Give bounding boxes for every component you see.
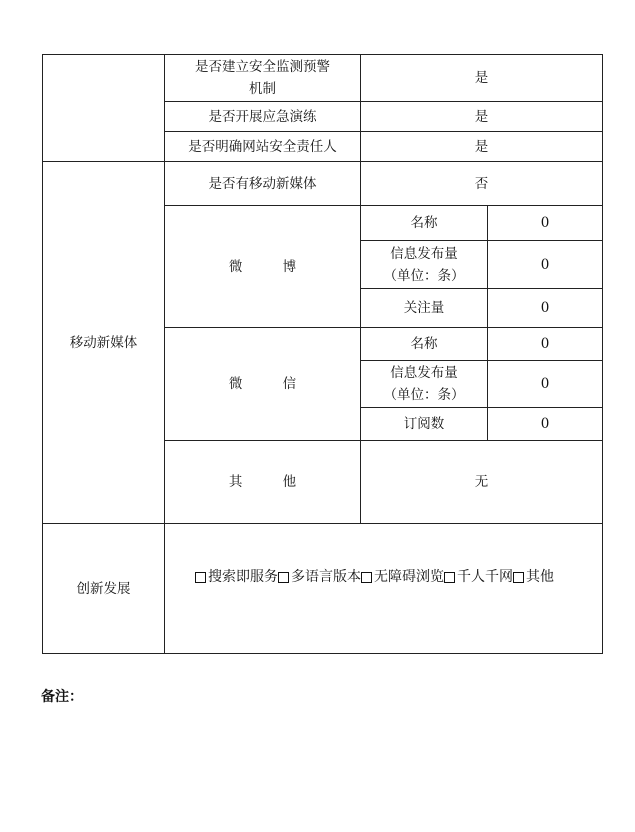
wechat-posts-label-cell [360, 360, 488, 408]
wechat-label: 微 信 [228, 376, 315, 392]
other-label-cell [164, 440, 361, 524]
has-media-value-cell [360, 161, 603, 206]
officer-label: 是否明确网站安全责任人 [188, 138, 337, 155]
drill-value: 是 [474, 108, 489, 125]
officer-label-cell [164, 131, 361, 162]
option-label: 其他 [526, 569, 554, 585]
option-label: 多语言版本 [291, 569, 361, 585]
drill-label-cell [164, 101, 361, 132]
weibo-posts-value: 0 [540, 256, 550, 273]
wechat-label-cell [164, 327, 361, 441]
innovation-options-cell [164, 523, 603, 654]
option-personalized[interactable] [444, 566, 513, 588]
checkbox-icon[interactable] [444, 572, 455, 583]
option-multilingual[interactable] [278, 566, 361, 588]
checkbox-icon[interactable] [513, 572, 524, 583]
monitoring-label: 是否建立安全监测预警 机制 [195, 59, 330, 97]
weibo-posts-value-cell [487, 240, 603, 289]
mobile-section-label: 移动新媒体 [69, 334, 138, 351]
wechat-subs-label-cell [360, 407, 488, 441]
option-label: 无障碍浏览 [374, 569, 444, 585]
weibo-name-label-cell [360, 205, 488, 241]
wechat-subs-label: 订阅数 [403, 416, 445, 432]
wechat-subs-value: 0 [540, 416, 550, 432]
checkbox-icon[interactable] [278, 572, 289, 583]
has-media-label-cell [164, 161, 361, 206]
wechat-name-value: 0 [540, 336, 550, 352]
weibo-posts-label-cell [360, 240, 488, 289]
checkbox-icon[interactable] [195, 572, 206, 583]
weibo-followers-value-cell [487, 288, 603, 328]
weibo-followers-label: 关注量 [403, 300, 445, 316]
innovation-label: 创新发展 [76, 580, 131, 597]
wechat-name-label-cell [360, 327, 488, 361]
drill-label: 是否开展应急演练 [208, 108, 317, 125]
officer-value: 是 [474, 138, 489, 155]
monitoring-value: 是 [474, 70, 489, 86]
weibo-posts-label: 信息发布量 （单位：条） [383, 245, 465, 284]
wechat-name-value-cell [487, 327, 603, 361]
option-accessibility[interactable] [361, 566, 444, 588]
wechat-name-label: 名称 [410, 336, 438, 352]
weibo-followers-label-cell [360, 288, 488, 328]
weibo-label-cell [164, 205, 361, 328]
weibo-name-value: 0 [540, 215, 550, 231]
mobile-section-label-cell [42, 161, 165, 524]
officer-value-cell [360, 131, 603, 162]
wechat-posts-value-cell [487, 360, 603, 408]
option-search-service[interactable] [195, 566, 278, 588]
monitoring-label-cell [164, 54, 361, 102]
monitoring-value-cell [360, 54, 603, 102]
weibo-label: 微 博 [228, 258, 315, 275]
other-label: 其 他 [228, 474, 315, 490]
checkbox-icon[interactable] [361, 572, 372, 583]
weibo-followers-value: 0 [540, 300, 550, 316]
note-label: 备注： [41, 689, 83, 705]
other-value: 无 [474, 474, 489, 490]
has-media-label: 是否有移动新媒体 [208, 175, 317, 192]
option-label: 搜索即服务 [208, 569, 278, 585]
wechat-subs-value-cell [487, 407, 603, 441]
empty-section-cell [42, 54, 165, 162]
has-media-value: 否 [474, 175, 489, 192]
wechat-posts-value: 0 [540, 376, 550, 392]
weibo-name-label: 名称 [410, 215, 438, 231]
option-label: 千人千网 [457, 569, 513, 585]
other-value-cell [360, 440, 603, 524]
drill-value-cell [360, 101, 603, 132]
wechat-posts-label: 信息发布量 （单位：条） [383, 365, 465, 403]
weibo-name-value-cell [487, 205, 603, 241]
innovation-label-cell [42, 523, 165, 654]
option-other[interactable] [513, 566, 554, 588]
